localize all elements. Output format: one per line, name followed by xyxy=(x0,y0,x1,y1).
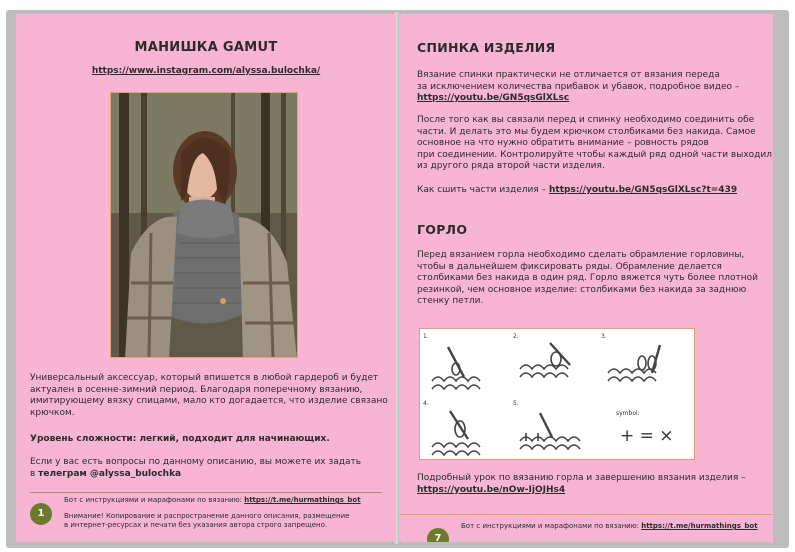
crochet-steps-illustration xyxy=(420,329,694,459)
step-label-3: 3. xyxy=(601,333,607,340)
left-page xyxy=(16,14,396,542)
lesson-text: Подробный урок по вязанию горла и завершению вязания изделия – xyxy=(417,473,746,483)
footer-bot-text: Бот с инструкциями и марафонами по вязанию: xyxy=(64,496,245,504)
footer-bot-text: Бот с инструкциями и марафонами по вязанию: xyxy=(461,522,642,530)
step-label-1: 1. xyxy=(423,333,429,340)
step-label-2: 2. xyxy=(513,333,519,340)
model-photo xyxy=(110,92,298,358)
footer-divider xyxy=(399,514,773,515)
footer-warning xyxy=(64,512,349,530)
neck-line: стенку петли. xyxy=(417,296,484,307)
questions-prefix: в xyxy=(30,468,39,479)
back-paragraph-1 xyxy=(417,70,739,105)
sew-video-link[interactable]: https://youtu.be/GN5qsGlXLsc?t=439 xyxy=(549,185,738,195)
lesson-video-link[interactable]: https://youtu.be/nOw-IjOJHs4 xyxy=(417,484,566,495)
footer-bot-line xyxy=(461,522,758,531)
description-line: крючком. xyxy=(30,407,75,418)
telegram-handle[interactable]: телеграм @alyssa_bulochka xyxy=(38,468,182,479)
back-line: Вязание спинки практически не отличается от вязания переда xyxy=(417,70,720,80)
description-paragraph xyxy=(30,373,388,419)
back-line: части. И делать это мы будем крючком столбиками без накида. Самое xyxy=(417,126,756,137)
neck-paragraph xyxy=(417,250,758,308)
back-video-link[interactable]: https://youtu.be/GN5qsGlXLsc xyxy=(417,93,570,104)
questions-line: Если у вас есть вопросы по данному описанию, вы можете их задать xyxy=(30,457,362,467)
neck-line: Перед вязанием горла необходимо сделать обрамление горловины, xyxy=(417,250,745,260)
page-title: МАНИШКА GAMUT xyxy=(134,40,278,55)
step-label-4: 4. xyxy=(423,400,429,407)
heading-neck: ГОРЛО xyxy=(417,222,468,237)
back-line: из другого ряда второй части изделия. xyxy=(417,161,605,172)
footer-divider xyxy=(30,492,382,493)
neck-line: резинкой, чем основное изделие: столбиками без накида за заднюю xyxy=(417,284,747,295)
lesson-paragraph xyxy=(417,473,746,496)
page-number-badge: 1 xyxy=(30,503,52,525)
back-paragraph-2 xyxy=(417,115,772,173)
sew-line xyxy=(417,185,737,197)
back-line: при соединении. Контролируйте чтобы каждый ряд одной части выходил xyxy=(417,149,772,160)
description-line: актуален в осенне-зимний период. Благодаря поперечному вязанию, xyxy=(30,384,363,395)
sew-prefix: Как сшить части изделия – xyxy=(417,185,550,195)
back-line: После того как вы связали перед и спинку необходимо соединить обе xyxy=(417,115,755,125)
neck-line: столбиками без накида в один ряд. Горло вяжется чуть более плотной xyxy=(417,273,758,284)
heading-back: СПИНКА ИЗДЕЛИЯ xyxy=(417,40,556,55)
back-line: за исключением количества прибавок и убавок, подробное видео – xyxy=(417,81,740,92)
footer-bot-link[interactable]: https://t.me/hurmathings_bot xyxy=(244,496,361,504)
symbol-formula: + = × xyxy=(620,426,674,446)
back-line: основное на что нужно обратить внимание – ровность рядов xyxy=(417,138,709,149)
page-number-badge: 7 xyxy=(427,528,449,542)
description-line: Универсальный аксессуар, который впишется в любой гардероб и будет xyxy=(30,373,379,383)
book-spread xyxy=(6,10,789,548)
footer-warning-line: в интернет-ресурсах и печати без указания автора строго запрещено. xyxy=(64,521,328,529)
questions-line xyxy=(30,469,361,481)
right-page xyxy=(399,14,773,542)
difficulty-text: Уровень сложности: легкий, подходит для начинающих. xyxy=(30,434,330,444)
footer-bot-line xyxy=(64,496,361,505)
neck-line: чтобы в дальнейшем фиксировать ряды. Обрамление делается xyxy=(417,261,722,272)
symbol-label: symbol: xyxy=(616,410,640,417)
questions-paragraph xyxy=(30,457,361,480)
model-photo-illustration xyxy=(111,93,298,358)
description-line: имитирующему вязку спицами, мало кто догадается, что изделие связано xyxy=(30,396,388,407)
instagram-link[interactable]: https://www.instagram.com/alyssa.bulochka/ xyxy=(91,66,321,76)
footer-warning-line: Внимание! Копирование и распространение данного описания, размещение xyxy=(64,512,350,520)
footer-bot-link[interactable]: https://t.me/hurmathings_bot xyxy=(641,522,758,530)
crochet-diagram xyxy=(419,328,695,460)
step-label-5: 5. xyxy=(513,400,519,407)
